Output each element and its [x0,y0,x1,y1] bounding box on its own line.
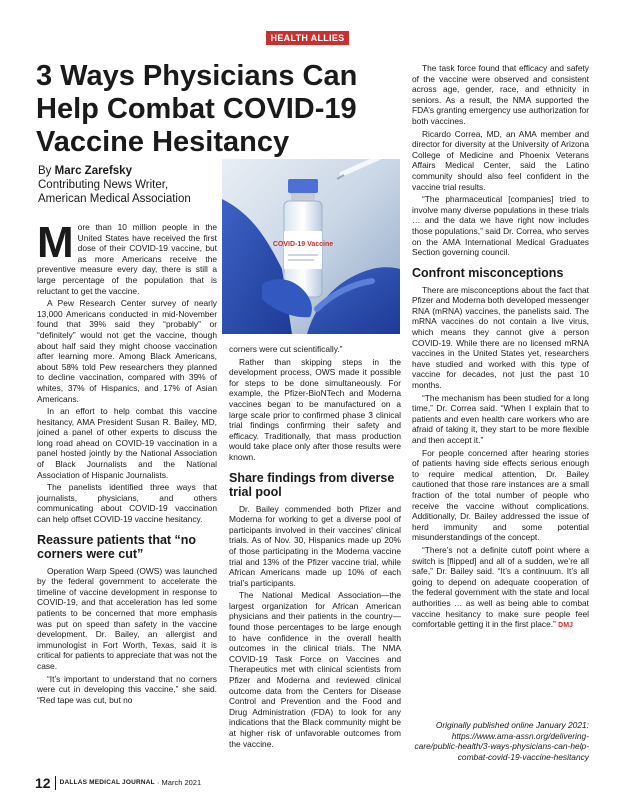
paragraph: Operation Warp Speed (OWS) was launched by the federal government to accelerate the timeline of vaccine development in response to COVID-19, and that acceleration has led some patients to be concerned that more emphasis was put on speed than safety in the vaccine development. Dr. Bailey, an allergist and immunologist in Fort Worth, Texas, said it is critical for patients to appreciate that was not the case. [37,565,217,671]
gloved-hands-vaccine-vial-illustration [222,159,400,334]
footer-separator: · [154,778,162,787]
paragraph: “It’s important to understand that no corners were cut in developing this vaccine,” she said. “Red tape was cut, but no [37,673,217,705]
article-title: 3 Ways Physicians Can Help Combat COVID-19 Vaccine Hesitancy [36,60,358,158]
vial-label-text: COVID-19 Vaccine [272,241,334,248]
paragraph: A Pew Research Center survey of nearly 13,000 Americans conducted in mid-November found that 39% said they “probably” or “definitely” would not get the vaccine, though about half said they might choose vaccination after learning more. Among Black Americans, about 58% told Pew researchers they planned to decline vaccination, compared with 39% of whites, 37% of Hispanics, and 17% of Asian Americans. [37,298,217,404]
byline-author: Marc Zarefsky [54,165,132,177]
paragraph: For people concerned after hearing stories of patients having side effects serious enough to require medical attention, Dr. Bailey cautioned that those rare instances are a small fraction of the total number of people who receive the vaccine without complications. Additionally, Dr. Bailey addressed the issue of herd immunity and some potential misunderstandings of the concept. [412,447,589,543]
byline-role: Contributing News Writer, [38,179,169,191]
column-1 [37,218,217,707]
paragraph: The National Medical Association—the largest organization for African American physicians and their patients in the country—found those percentages to be large enough to have confidence in the overall health outcomes in the clinical trials. The NMA COVID-19 Task Force on Vaccines and Therapeutics met with clinical scientists from Pfizer and Moderna and reviewed clinical outcome data from the Centers for Disease Control and Prevention and the Food and Drug Administration (FDA) to look for any indications that the Black community might be at higher risk of unfavorable outcomes from the vaccine. [229,590,401,749]
byline-org: American Medical Association [38,193,191,205]
page-number: 12 [35,775,51,791]
final-text: “There’s not a definite cutoff point where a switch is [flipped] and all of a sudden, we’re all safe,” Dr. Bailey said. “It’s a continuum. It’s all going to depend on adequate cooperation of the federal government with the state and local authorities … as well as being able to combat vaccine hesitancy to make sure people feel comfortable getting it in the first place.” [412,544,589,630]
drop-cap: M [37,218,74,267]
paragraph: The task force found that efficacy and safety of the vaccine were observed and consistent across age, gender, race, and ethnicity in seniors. As a result, the NMA supported the FDA’s granting emergency use authorization for both vaccines. [412,63,589,126]
paragraph: “The mechanism has been studied for a long time,” Dr. Correa said. “When I explain that to patients and even health care workers who are afraid of taking it, they start to be more flexible and then accept it.” [412,392,589,445]
paragraph-final [412,545,589,632]
publication-name: DALLAS MEDICAL JOURNAL [59,779,155,786]
paragraph: In an effort to help combat this vaccine hesitancy, AMA President Susan R. Bailey, MD, joined a panel of other experts to discuss the long road ahead on COVID-19 vaccination in a panel hosted jointly by the National Association of Black Journalists and the National Association of Hispanic Journalists. [37,406,217,480]
paragraph: corners were cut scientifically.” [229,344,343,354]
paragraph: Ricardo Correa, MD, an AMA member and director for diversity at the University of Arizona College of Medicine and Phoenix Veterans Affairs Medical Center, said the Latino community should also feel confident in the vaccine trial results. [412,128,589,192]
source-url: https://www.ama-assn.org/delivering-care/public-health/3-ways-physicians-can-help-combat-covid-19-vaccine-hesitancy [414,730,589,762]
paragraph-lede [37,218,217,296]
source-note [412,720,589,762]
paragraph: The panelists identified three ways that journalists, physicians, and others communicating about COVID-19 vaccination can help offset COVID-19 vaccine hesitancy. [37,482,217,525]
column-3 [412,63,589,634]
subhead-confront-misconceptions: Confront misconceptions [412,265,564,280]
byline-prefix: By [38,165,55,177]
paragraph: Rather than skipping steps in the development process, OWS made it possible for steps to be done simultaneously. For example, the Pfizer-BioNTech and Moderna vaccines began to be manufactured on a large scale prior to confirmed phase 3 clinical trial findings confirming their safety and efficacy. Traditionally, that mass production would take place only after those results were known. [229,356,401,462]
vaccine-photo [222,159,400,334]
issue-date: March 2021 [161,778,202,787]
paragraph: There are misconceptions about the fact that Pfizer and Moderna both developed messenger RNA (mRNA) vaccines, the panelists said. The mRNA vaccines do not contain a live virus, which means they cannot give a person COVID-19. While there are no licensed mRNA vaccines in the United States yet, researchers have studied and worked with this type of vaccine for decades, not just the past 10 months. [412,284,589,391]
paragraph: “The pharmaceutical [companies] tried to involve many diverse populations in these trials … and the data we have right now includes those populations,” said Dr. Correa, who serves on the AMA International Medical Graduates Section governing council. [412,194,589,258]
lede-text: ore than 10 million people in the United States have received the first dose of their COVID-19 vaccine, but as more Americans receive the preventive measure every day, there is still a large percentage of the population that is reluctant to get the vaccine. [37,222,217,296]
section-kicker: HEALTH ALLIES [266,31,349,45]
column-2 [229,344,401,751]
subhead-reassure-patients: Reassure patients that “no corners were cut” [37,532,197,561]
page-footer [35,776,201,790]
end-mark: DMJ [558,622,573,630]
subhead-diverse-trial-pool: Share findings from diverse trial pool [229,470,395,499]
byline [38,164,238,206]
footer-divider [55,776,56,790]
paragraph: Dr. Bailey commended both Pfizer and Moderna for working to get a diverse pool of participants involved in their vaccines’ clinical trials. As of Nov. 30, Hispanics made up 20% of those participating in the Moderna vaccine trial and 13% of the Pfizer vaccine trial, while African Americans made up 10% of each trial’s participants. [229,503,401,588]
source-line: Originally published online January 2021: [435,720,589,730]
